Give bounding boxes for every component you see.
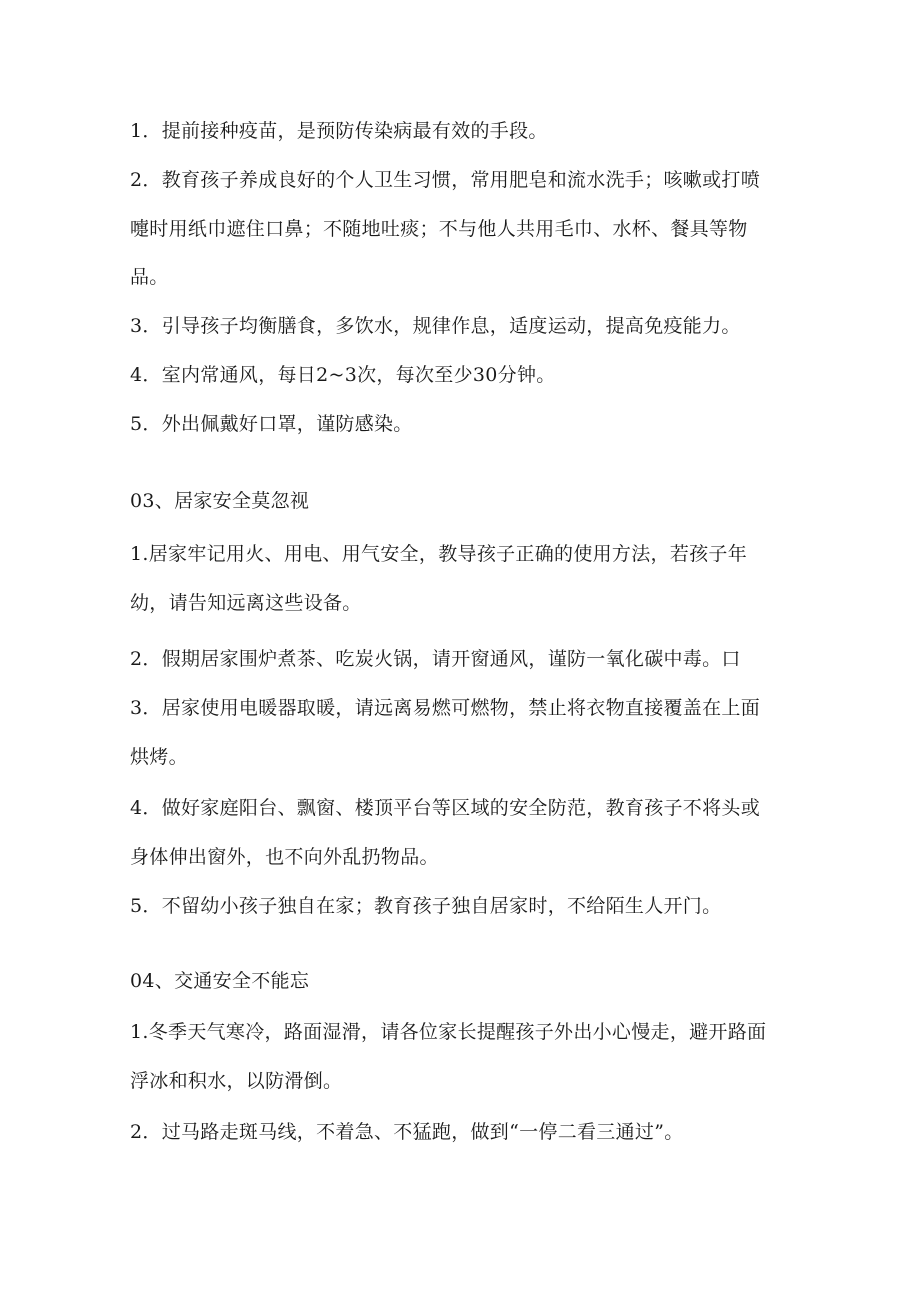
traffic-item-1-line-2: 浮冰和积水，以防滑倒。 [130, 1070, 343, 1092]
health-item-3-line-1: 3．引导孩子均衡膳食，多饮水，规律作息，适度运动，提高免疫能力。 [130, 315, 741, 337]
home-item-5-line-1: 5．不留幼小孩子独自在家；教育孩子独自居家时，不给陌生人开门。 [130, 895, 722, 917]
home-item-1-line-2: 幼，请告知远离这些设备。 [130, 592, 362, 614]
traffic-item-1-line-1: 1.冬季天气寒冷，路面湿滑，请各位家长提醒孩子外出小心慢走，避开路面 [130, 1021, 767, 1043]
home-item-3-line-1: 3．居家使用电暖器取暖，请远离易燃可燃物，禁止将衣物直接覆盖在上面 [130, 697, 760, 719]
health-item-2-line-2: 嚏时用纸巾遮住口鼻；不随地吐痰；不与他人共用毛巾、水杯、餐具等物 [130, 218, 748, 240]
health-item-2-line-3: 品。 [130, 266, 169, 288]
home-item-1-line-1: 1.居家牢记用火、用电、用气安全，教导孩子正确的使用方法，若孩子年 [130, 543, 748, 565]
home-item-4-line-1: 4．做好家庭阳台、飘窗、楼顶平台等区域的安全防范，教育孩子不将头或 [130, 797, 760, 819]
health-item-4-line-1: 4．室内常通风，每日2~3次，每次至少30分钟。 [130, 364, 556, 386]
health-item-2-line-1: 2．教育孩子养成良好的个人卫生习惯，常用肥皂和流水洗手；咳嗽或打喷 [130, 169, 760, 191]
home-item-3-line-2: 烘烤。 [130, 746, 188, 768]
health-item-1-line-1: 1．提前接种疫苗，是预防传染病最有效的手段。 [130, 120, 548, 142]
health-item-5-line-1: 5．外出佩戴好口罩，谨防感染。 [130, 413, 413, 435]
section-04-heading: 04、交通安全不能忘 [130, 970, 310, 992]
traffic-item-2-line-1: 2．过马路走斑马线，不着急、不猛跑，做到“一停二看三通过”。 [130, 1121, 684, 1143]
home-item-4-line-2: 身体伸出窗外，也不向外乱扔物品。 [130, 846, 439, 868]
section-03-heading: 03、居家安全莫忽视 [130, 490, 310, 512]
home-item-2-line-1: 2．假期居家围炉煮茶、吃炭火锅，请开窗通风，谨防一氧化碳中毒。口 [130, 648, 741, 670]
